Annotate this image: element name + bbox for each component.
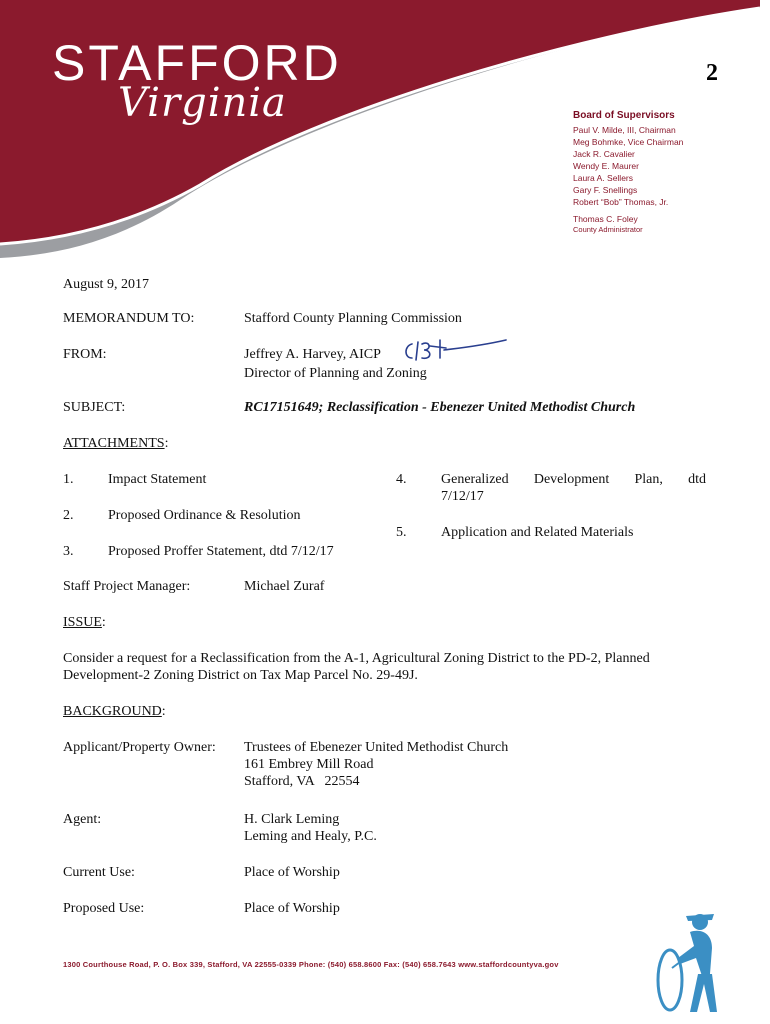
board-member: Paul V. Milde, III, Chairman	[573, 125, 676, 135]
attachment-number: 3.	[63, 544, 74, 559]
attachment-number: 4.	[396, 472, 407, 487]
attachment-number: 2.	[63, 508, 74, 523]
background-colon: :	[161, 704, 166, 719]
current-use-label: Current Use:	[63, 865, 135, 880]
agent-value	[244, 811, 377, 845]
attachment-text	[441, 471, 706, 488]
memo-date: August 9, 2017	[63, 277, 149, 292]
attachment-word: Plan,	[634, 472, 663, 487]
attachment-number: 5.	[396, 525, 407, 540]
board-member: Gary F. Snellings	[573, 185, 638, 195]
attachment-word: Generalized	[441, 472, 509, 487]
owner-line: Trustees of Ebenezer United Methodist Church	[244, 740, 509, 755]
proposed-use-value: Place of Worship	[244, 901, 340, 916]
manager-value: Michael Zuraf	[244, 579, 325, 594]
owner-line: 161 Embrey Mill Road	[244, 757, 374, 772]
attachment-number: 1.	[63, 472, 74, 487]
issue-heading	[63, 614, 106, 631]
issue-text-line: Consider a request for a Reclassification from the A-1, Agricultural Zoning District to the PD-2, Planned	[63, 651, 650, 666]
attachment-text: Proposed Proffer Statement, dtd 7/12/17	[108, 544, 334, 559]
proposed-use-label: Proposed Use:	[63, 901, 145, 916]
signature-image	[400, 334, 510, 368]
board-member: Laura A. Sellers	[573, 173, 634, 183]
background-label: BACKGROUND	[63, 704, 162, 719]
memo-to-label: MEMORANDUM TO:	[63, 311, 195, 326]
current-use-value: Place of Worship	[244, 865, 340, 880]
agent-label: Agent:	[63, 812, 102, 827]
page-number: 2	[706, 60, 718, 86]
manager-label: Staff Project Manager:	[63, 579, 191, 594]
attachment-text: Impact Statement	[108, 472, 207, 487]
attachment-text-line2: 7/12/17	[441, 489, 484, 504]
footer-address: 1300 Courthouse Road, P. O. Box 339, Stafford, VA 22555-0339 Phone: (540) 658.8600 Fax: (540) 658.7643 www.staffordcountyva.gov	[63, 960, 559, 969]
logo-stafford-text: STAFFORD	[52, 35, 342, 91]
memo-from-label: FROM:	[63, 347, 107, 362]
attachment-word: Development	[533, 472, 610, 487]
attachments-colon: :	[164, 436, 169, 451]
board-member: Jack R. Cavalier	[573, 149, 635, 159]
attachment-text: Application and Related Materials	[441, 525, 634, 540]
memo-subject-label: SUBJECT:	[63, 400, 126, 415]
owner-value	[244, 739, 508, 790]
board-heading: Board of Supervisors	[573, 110, 675, 121]
background-heading	[63, 703, 166, 720]
owner-line: Stafford, VA 22554	[244, 774, 360, 789]
logo-virginia-text: Virginia	[118, 80, 287, 126]
memo-from-name: Jeffrey A. Harvey, AICP	[244, 347, 381, 362]
issue-label: ISSUE	[63, 615, 102, 630]
agent-line: Leming and Healy, P.C.	[244, 829, 377, 844]
board-member: Wendy E. Maurer	[573, 161, 639, 171]
issue-text	[63, 650, 723, 684]
administrator-title: County Administrator	[573, 225, 643, 234]
board-member: Meg Bohmke, Vice Chairman	[573, 137, 684, 147]
issue-colon: :	[101, 615, 106, 630]
agent-line: H. Clark Leming	[244, 812, 340, 827]
memo-to-value: Stafford County Planning Commission	[244, 311, 462, 326]
attachment-text: Proposed Ordinance & Resolution	[108, 508, 301, 523]
attachment-word: dtd	[688, 472, 706, 487]
board-member: Robert “Bob” Thomas, Jr.	[573, 197, 669, 207]
owner-label: Applicant/Property Owner:	[63, 740, 216, 755]
attachments-heading	[63, 435, 168, 452]
memo-subject-value: RC17151649; Reclassification - Ebenezer United Methodist Church	[244, 400, 636, 415]
administrator-name: Thomas C. Foley	[573, 214, 638, 224]
issue-text-line: Development-2 Zoning District on Tax Map Parcel No. 29-49J.	[63, 668, 418, 683]
board-of-supervisors-block	[573, 110, 683, 234]
hoop-figure-icon	[650, 908, 730, 1018]
attachments-label: ATTACHMENTS	[63, 436, 165, 451]
memo-from-title: Director of Planning and Zoning	[244, 366, 427, 381]
